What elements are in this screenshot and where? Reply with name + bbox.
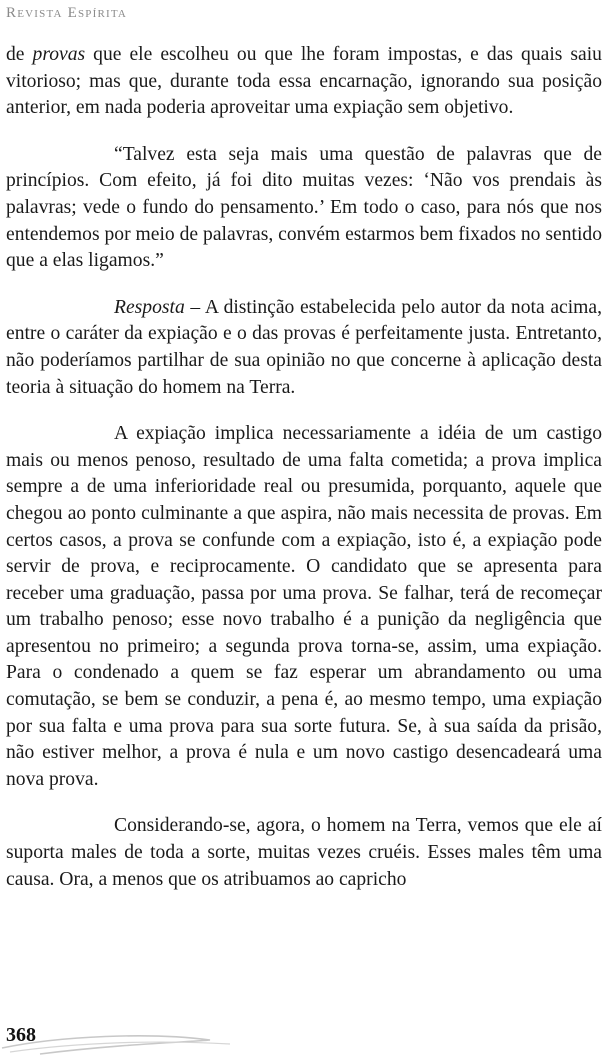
answer-text: – A distinção estabelecida pelo autor da nota acima, entre o caráter da expiação e o das provas é perfeitamente justa. Entretanto, não poderíamos partilhar de sua opinião no que concerne à aplicação desta teoria à situação do homem na Terra. [6, 296, 602, 398]
paragraph-4: A expiação implica necessariamente a idéia de um castigo mais ou menos penoso, resultado de uma falta cometida; a prova implica sempre a de uma inferioridade real ou presumida, porquanto, aquele que chegou ao ponto culminante a que aspira, não mais necessita de provas. Em certos casos, a prova se confunde com a expiação, isto é, a expiação pode servir de prova, e reciprocamente. O candidato que se apresenta para receber uma graduação, passa por uma prova. Se falhar, terá de recomeçar um trabalho penoso; esse novo trabalho é a punição da negligência que apresentou no primeiro; a segunda prova torna-se, assim, uma expiação. Para o condenado a quem se faz esperar um abrandamento ou uma comutação, se bem se conduzir, a pena é, ao mesmo tempo, uma expiação por sua falta e uma prova para sua sorte futura. Se, à sua saída da prisão, não estiver melhor, a prova é nula e um novo castigo desencadeará uma nova prova. [6, 423, 602, 790]
paragraph-1 [6, 42, 602, 122]
paragraph-5: Considerando-se, agora, o homem na Terra, vemos que ele aí suporta males de toda a sorte, muitas vezes cruéis. Esses males têm uma causa. Ora, a menos que os atribuamos ao capricho [6, 815, 602, 890]
page-footer [0, 1018, 610, 1060]
paragraph-1-emphasis: provas [32, 44, 86, 65]
paragraph-2-quote: “Talvez esta seja mais uma questão de palavras que de princípios. Com efeito, já foi dito muitas vezes: ‘Não vos prendais às palavras; vede o fundo do pensamento.’ Em todo o caso, para nós que nos entendemos por meio de palavras, convém estarmos bem fixados no sentido que a elas ligamos.” [6, 143, 602, 272]
paragraph-1-rest: que ele escolheu ou que lhe foram impostas, e das quais saiu vitorioso; mas que, durante toda essa encarnação, ignorando sua posição anterior, em nada poderia aproveitar uma expiação sem objetivo. [6, 44, 602, 119]
page-number: 368 [6, 1024, 36, 1046]
running-header: Revista Espírita [6, 5, 128, 21]
decorative-swoosh [0, 1018, 240, 1060]
body-text [6, 42, 602, 893]
answer-lead: Resposta [114, 296, 185, 318]
paragraph-1-start: de [6, 44, 33, 65]
paragraph-3-answer [6, 295, 602, 401]
